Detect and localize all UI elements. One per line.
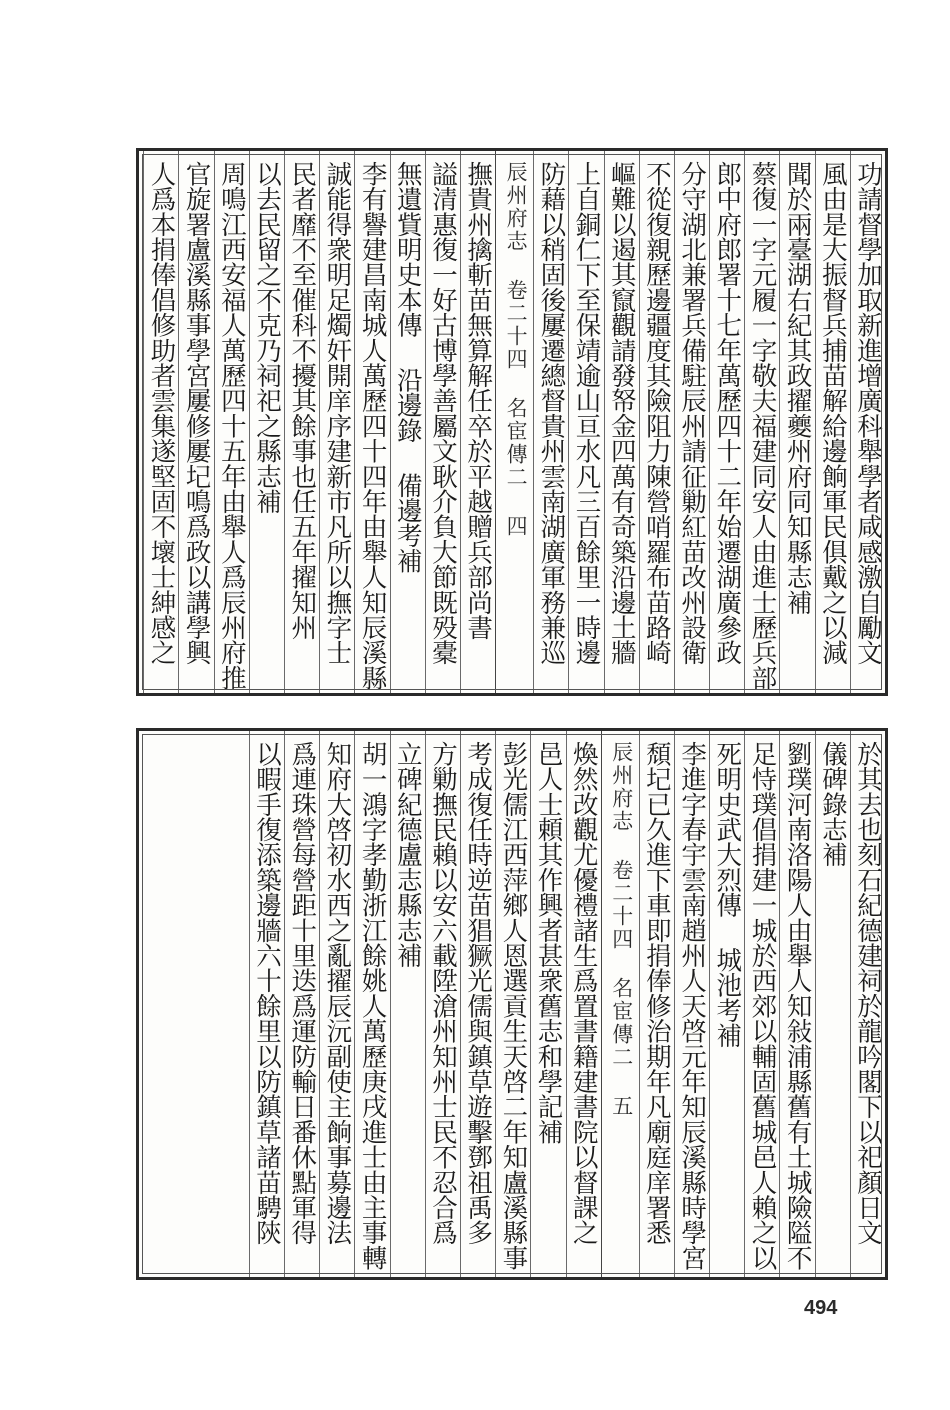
page-number: 494 <box>804 1297 838 1319</box>
text-column: 人爲本捐俸倡修助者雲集遂堅固不壞士紳感之 <box>143 151 178 693</box>
text-column: 防藉以稍固後屢遷總督貴州雲南湖廣軍務兼巡 <box>533 151 568 693</box>
text-column: 李進字春宇雲南趙州人天啓元年知辰溪縣時學宮 <box>674 731 709 1277</box>
text-column: 足恃璞倡捐建一城於西郊以輔固舊城邑人賴之以 <box>744 731 779 1277</box>
text-column: 上自銅仁下至保靖逾山亘水凡三百餘里一時邊 <box>568 151 603 693</box>
text-column: 聞於兩臺湖右紀其政擢夔州府同知縣志補 <box>779 151 814 693</box>
text-column: 誠能得衆明足燭奸開庠序建新市凡所以撫字士 <box>319 151 354 693</box>
text-column: 儀碑錄志補 <box>815 731 850 1277</box>
text-column: 煥然改觀尤優禮諸生爲置書籍建書院以督課之 <box>566 731 601 1277</box>
text-column: 邑人士頼其作興者甚衆舊志和學記補 <box>530 731 565 1277</box>
text-column: 知府大啓初水西之亂擢辰沅副使主餉事募邊法 <box>319 731 354 1277</box>
top-half-page <box>136 148 888 696</box>
text-column: 胡一鴻字孝勤浙江餘姚人萬歷庚戌進士由主事轉 <box>354 731 389 1277</box>
text-column: 不從復親歷邊疆度其險阻力陳營哨羅布苗路崎 <box>639 151 674 693</box>
text-column: 風由是大振督兵捕苗解給邊餉軍民俱戴之以減 <box>815 151 850 693</box>
text-column: 頹圮已久進下車即捐俸修治期年凡廟庭庠署悉 <box>639 731 674 1277</box>
text-column: 撫貴州擒斬苗無算解任卒於平越贈兵部尚書 <box>460 151 495 693</box>
text-column: 考成復任時逆苗猖獗光儒與鎮草遊擊鄧祖禹多 <box>460 731 495 1277</box>
text-column: 功請督學加取新進增廣科舉學者咸感激自勵文 <box>850 151 885 693</box>
bottom-half-page <box>136 728 888 1280</box>
text-column: 方勦撫民賴以安六載陞滄州知州士民不忍合爲 <box>425 731 460 1277</box>
text-column: 蔡復一字元履一字敬夫福建同安人由進士歷兵部 <box>744 151 779 693</box>
text-column: 立碑紀德盧志縣志補 <box>390 731 425 1277</box>
text-column: 於其去也刻石紀德建祠於龍吟閣下以祀顏日文 <box>850 731 885 1277</box>
center-margin-heading: 辰州府志 卷二十四 名宦傳二 四 <box>495 151 533 693</box>
text-column: 彭光儒江西萍鄉人恩選貢生天啓二年知盧溪縣事 <box>495 731 530 1277</box>
text-column: 民者靡不至催科不擾其餘事也任五年擢知州 <box>284 151 319 693</box>
text-column: 李有譽建昌南城人萬歷四十四年由舉人知辰溪縣 <box>354 151 389 693</box>
text-column: 死明史武大烈傳 城池考補 <box>709 731 744 1277</box>
text-column: 郎中府郎署十七年萬歷四十二年始遷湖廣參政 <box>709 151 744 693</box>
text-column: 謚清惠復一好古博學善屬文耿介負大節既殁橐 <box>425 151 460 693</box>
center-margin-heading: 辰州府志 卷二十四 名宦傳二 五 <box>601 731 639 1277</box>
text-column: 以暇手復添築邊牆六十餘里以防鎮草諸苗騁陝 <box>249 731 284 1277</box>
text-column: 以去民留之不克乃祠祀之縣志補 <box>249 151 284 693</box>
text-column: 分守湖北兼署兵備駐辰州請征勦紅苗改州設衛 <box>674 151 709 693</box>
text-column: 爲連珠營每營距十里迭爲運防輸日番休點軍得 <box>284 731 319 1277</box>
text-column: 周鳴江西安福人萬歷四十五年由舉人爲辰州府推 <box>214 151 249 693</box>
text-column: 劉璞河南洛陽人由舉人知敍浦縣舊有土城險隘不 <box>779 731 814 1277</box>
text-column: 官旋署盧溪縣事學宮屢修屢圮鳴爲政以講學興 <box>178 151 213 693</box>
text-column: 無遺貲明史本傳 沿邊錄 備邊考補 <box>390 151 425 693</box>
text-column: 嶇難以遏其竄觀請發帑金四萬有奇築沿邊土牆 <box>604 151 639 693</box>
